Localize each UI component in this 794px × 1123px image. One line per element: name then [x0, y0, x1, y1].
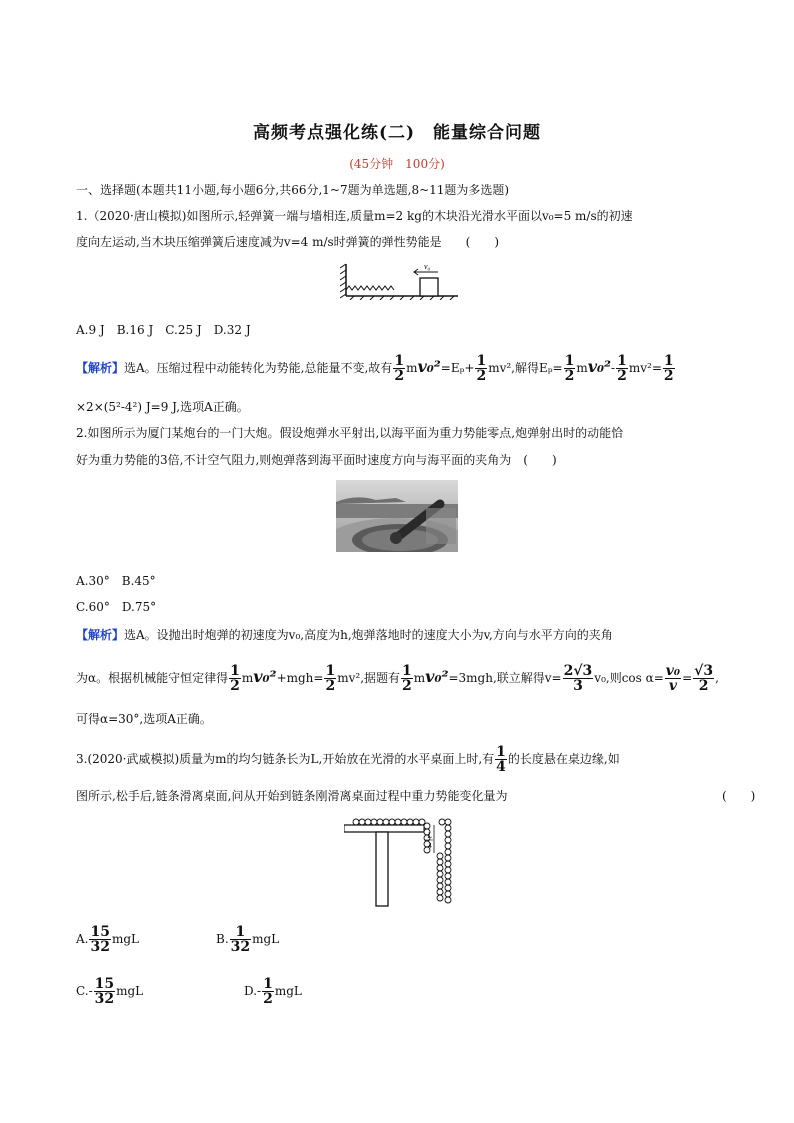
- chain-table-figure: [344, 815, 460, 907]
- fraction: $\frac{1}{2}$: [263, 976, 273, 1007]
- fraction: $\frac{1}{2}$: [230, 663, 240, 694]
- l-label-numerator: L: [427, 831, 432, 840]
- fraction: $\frac{1}{2}$: [394, 353, 405, 384]
- q2-answer-line2: 为α。根据机械能守恒定律得 $\frac{1}{2}$ mv₀²+mgh= $\frac{1}{2}$ mv²,据题有 $\frac{1}{2}$ mv₀²=3mgh,联立解得v= $\frac{2√3}{3}$ v₀,则cos α= $\frac{\text{v₀}}{v}$ = $\frac{√3}{2}$ ,: [76, 663, 719, 694]
- q1-line2: 度向左运动,当木块压缩弹簧后速度减为v=4 m/s时弹簧的弹性势能是 ( ): [76, 235, 500, 249]
- fraction: $\frac{15}{32}$: [90, 924, 110, 955]
- l-label-denominator: 4: [428, 842, 432, 850]
- q3-line1: 3.(2020·武威模拟)质量为m的均匀链条长为L,开始放在光滑的水平桌面上时,有 $\frac{1}{4}$ 的长度悬在桌边缘,如: [76, 744, 620, 775]
- spring-block-figure: [340, 260, 460, 300]
- v0-label: v₀: [424, 262, 431, 271]
- fraction: $\frac{2√3}{3}$: [563, 663, 593, 694]
- answer-tag: 【解析】: [76, 361, 125, 375]
- q3-option-d: D.- $\frac{1}{2}$ mgL: [244, 976, 302, 1007]
- q1-options: A.9 J B.16 J C.25 J D.32 J: [76, 323, 251, 337]
- q2-options-row2: C.60° D.75°: [76, 600, 157, 614]
- fraction: $\frac{1}{4}$: [496, 744, 506, 775]
- q1-line1: 1.（2020·唐山模拟)如图所示,轻弹簧一端与墙相连,质量m=2 kg的木块沿光滑水平面以v₀=5 m/s的初速: [76, 209, 633, 223]
- q3-option-a: A. $\frac{15}{32}$ mgL: [76, 924, 139, 955]
- fraction: $\frac{√3}{2}$: [694, 663, 714, 694]
- q2-answer-line1: [76, 626, 613, 644]
- q2-options-row1: A.30° B.45°: [76, 574, 156, 588]
- q2-answer-text: 选A。设抛出时炮弹的初速度为v₀,高度为h,炮弹落地时的速度大小为v,方向与水平方向的夹角: [124, 628, 613, 642]
- section-header: 一、选择题(本题共11小题,每小题6分,共66分,1~7题为单选题,8~11题为多选题): [76, 183, 510, 197]
- cannon-photo: [336, 480, 458, 552]
- q1-answer-text: 选A。压缩过程中动能转化为势能,总能量不变,故有: [124, 361, 393, 375]
- fraction: $\frac{1}{2}$: [402, 663, 412, 694]
- fraction: $\frac{1}{2}$: [564, 353, 575, 384]
- fraction: $\frac{1}{2}$: [617, 353, 627, 384]
- fraction: $\frac{1}{32}$: [230, 924, 251, 955]
- fraction: $\frac{1}{2}$: [663, 353, 674, 384]
- q1-answer-line2: ×2×(5²-4²) J=9 J,选项A正确。: [76, 400, 249, 414]
- page-subtitle: (45分钟 100分): [349, 157, 445, 171]
- q2-answer-line3: 可得α=30°,选项A正确。: [76, 712, 212, 726]
- q2-line1: 2.如图所示为厦门某炮台的一门大炮。假设炮弹水平射出,以海平面为重力势能零点,炮弹射出时的动能恰: [76, 426, 624, 440]
- answer-tag: 【解析】: [76, 628, 125, 642]
- q3-line2: 图所示,松手后,链条滑离桌面,问从开始到链条刚滑离桌面过程中重力势能变化量为: [76, 789, 508, 803]
- fraction: $\frac{1}{2}$: [325, 663, 336, 694]
- fraction: $\frac{1}{2}$: [476, 353, 487, 384]
- fraction: $\frac{\text{v₀}}{v}$: [665, 663, 681, 694]
- q1-answer-line1: 【解析】选A。压缩过程中动能转化为势能,总能量不变,故有 $\frac{1}{2}$ mv₀²=Eₚ+ $\frac{1}{2}$ mv²,解得Eₚ= $\frac{1}{2}$ mv₀²- $\frac{1}{2}$ mv²= $\frac{1}{2}$: [76, 353, 674, 384]
- q3-answer-paren: ( ): [722, 789, 756, 803]
- fraction: $\frac{15}{32}$: [94, 976, 115, 1007]
- q2-line2: 好为重力势能的3倍,不计空气阻力,则炮弹落到海平面时速度方向与海平面的夹角为 ( ): [76, 453, 557, 467]
- page-title: 高频考点强化练(二) 能量综合问题: [252, 123, 542, 143]
- q3-option-b: B. $\frac{1}{32}$ mgL: [216, 924, 280, 955]
- q3-option-c: C.- $\frac{15}{32}$ mgL: [76, 976, 144, 1007]
